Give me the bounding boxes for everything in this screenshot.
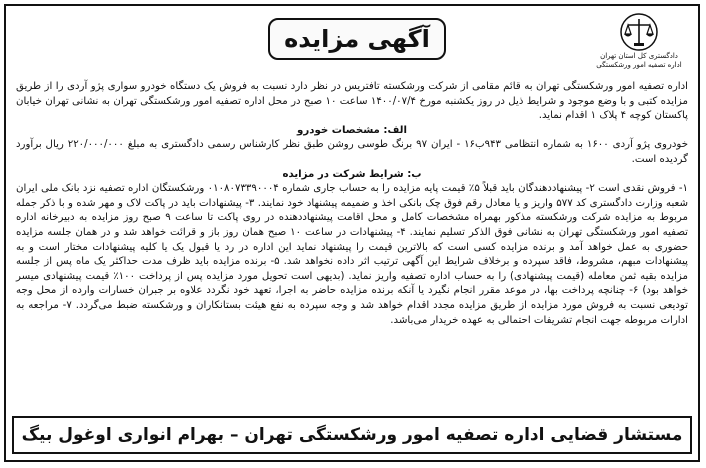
intro-paragraph: اداره تصفیه امور ورشکستگی تهران به قائم مقامی از شرکت ورشکسته تافتریس در نظر دارد نسبت به فروش یک دستگاه خودرو سواری پژو آردی را از طریق مزایده کتبی و با وضع موجود و شرایط ذیل در روز یکشنبه مورخ ۱۴۰۰/۰۷/۴ ساعت ۱۰ صبح در محل اداره تصفیه امور ورشکستگی تهران به نشانی تهران خیابان پاکستان کوچه ۴ پلاک ۱ اقدام نماید. bbox=[16, 81, 689, 122]
section-b-text: ۱- فروش نقدی است ۲- پیشنهاددهندگان باید قبلاً ۵٪ قیمت پایه مزایده را به حساب جاری شماره ۰۱۰۸۰۷۳۳۹۰۰۰۴ ورشکستگان اداره تصفیه نزد بانک ملی ایران شعبه وزارت دادگستری کد ۵۷۷ واریز و یا معادل رقم فوق چک بانکی اخذ و ضمیمه پیشنهاد خود نمایند. ۳- پیشنهادات باید در پاکت لاک و مهر شده و با ذکر جمله مربوط به مزایده شرکت ورشکسته مذکور بهمراه مشخصات کامل و محل اقامت پیشنهاددهنده در روی پاکت تا ساعت ۹ صبح روز مزایده به دبیرخانه اداره تصفیه امور ورشکستگی تهران به نشانی فوق الذکر تسلیم نمایند. ۴- پیشنهادات در ساعت ۱۰ صبح همان روز باز و قرائت خواهد شد و در همان جلسه مزایده حضوری به عمل خواهد آمد و برنده مزایده کسی است که بالاترین قیمت را پیشنهاد نماید این اداره در رد یا قبول یک یا کلیه پیشنهادات مختار است و به پیشنهادات مبهم، مشروط، فاقد سپرده و برخلاف شرایط این آگهی ترتیب اثر داده نخواهد شد. ۵- برنده مزایده باید ظرف مدت حداکثر یک ماه پس از جلسه مزایده بقیه ثمن معامله (قیمت پیشنهادی) را به حساب اداره تصفیه واریز نماید. (بدیهی است تحویل مورد مزایده پس از پرداخت ۱۰۰٪ قیمت پیشنهادی میسر خواهد بود) ۶- چنانچه پرداخت بها، در موعد مقرر انجام نگیرد یا آنکه برنده مزایده حاضر به اجرا، تعهد خود نگردد علاوه بر جبران خسارات وارده از محل وجه تودیعی نسبت به فروش مورد مزایده از طریق مزایده مجدد اقدام خواهد شد و وجه سپرده به نفع هیئت بستانکاران و ورشکسته ضبط می‌گردد. ۷- مراجعه به ادارات مربوطه جهت انجام تشریفات احتمالی به عهده خریدار می‌باشد. bbox=[16, 183, 689, 326]
notice-body bbox=[16, 80, 688, 328]
org-line-2: اداره تصفیه امور ورشکستگی bbox=[596, 61, 682, 69]
signature-text: مستشار قضایی اداره تصفیه امور ورشکستگی تهران – بهرام انواری اوغول بیگ bbox=[21, 425, 683, 445]
section-b-heading: ب: شرایط شرکت در مزایده bbox=[282, 168, 422, 180]
notice-frame bbox=[4, 4, 700, 462]
page-title: آگهی مزایده bbox=[284, 25, 430, 53]
section-a-heading: الف: مشخصات خودرو bbox=[297, 124, 407, 136]
org-line-1: دادگستری کل استان تهران bbox=[600, 52, 678, 60]
title-box bbox=[268, 18, 446, 60]
judiciary-emblem bbox=[594, 12, 684, 76]
scales-of-justice-icon bbox=[619, 12, 659, 52]
signature-box bbox=[12, 416, 692, 454]
header bbox=[6, 6, 698, 78]
section-a-text: خودروی پژو آردی ۱۶۰۰ به شماره انتظامی ۹۴۳ب۱۶ - ایران ۹۷ برنگ طوسی روشن طبق نظر کارشناس رسمی دادگستری به مبلغ ۲۲۰/۰۰۰/۰۰۰ ریال برآورد گردیده است. bbox=[16, 139, 688, 165]
